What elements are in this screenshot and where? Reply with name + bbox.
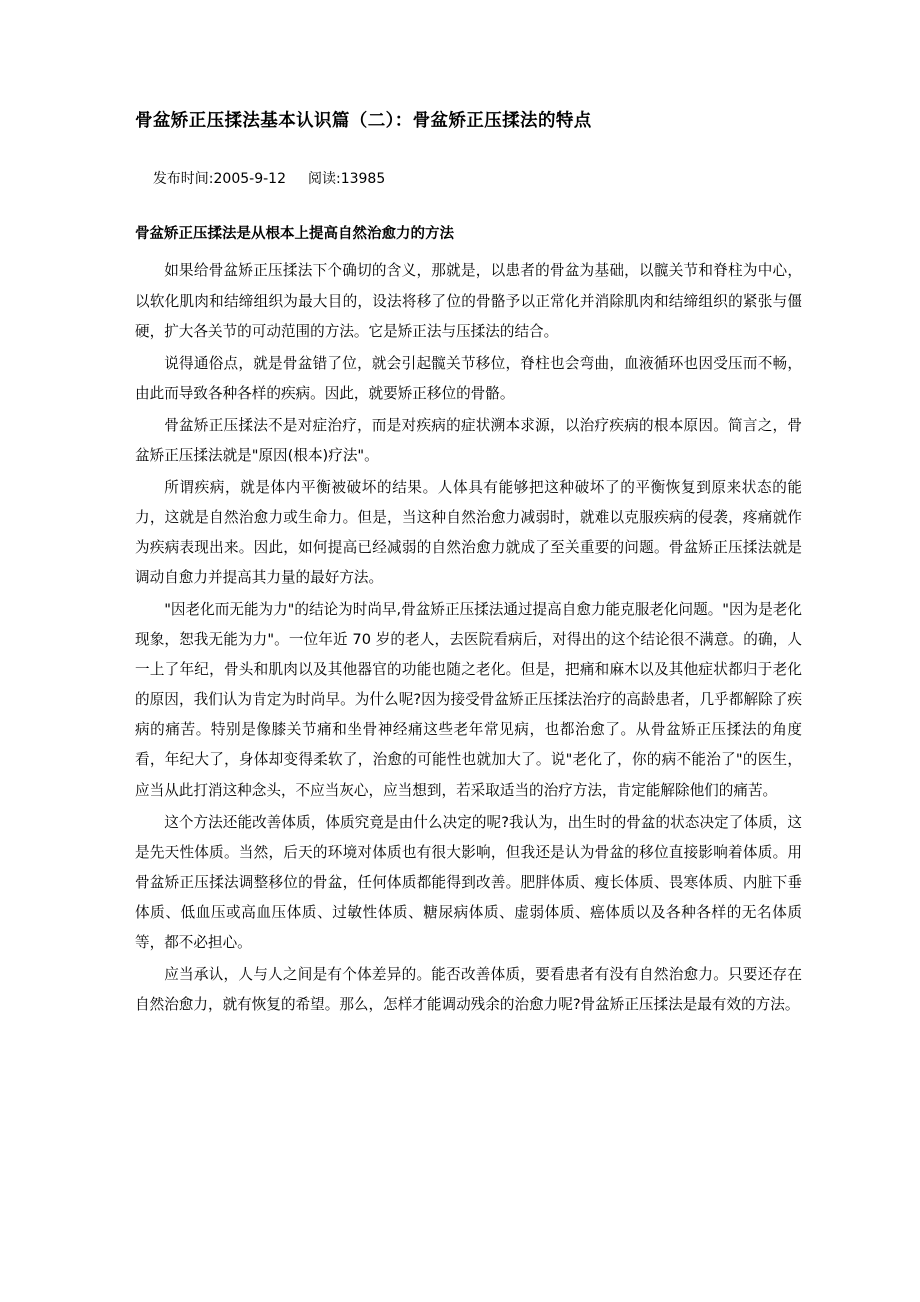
page-title: 骨盆矫正压揉法基本认识篇（二）：骨盆矫正压揉法的特点 <box>135 111 592 131</box>
paragraph-2: 说得通俗点，就是骨盆错了位，就会引起髋关节移位，脊柱也会弯曲，血液循环也因受压而不畅，由此而导致各种各样的疾病。因此，就要矫正移位的骨骼。 <box>135 354 802 402</box>
paragraph-1: 如果给骨盆矫正压揉法下个确切的含义，那就是，以患者的骨盆为基础，以髋关节和脊柱为中心，以软化肌肉和结缔组织为最大目的，设法将移了位的骨骼予以正常化并消除肌肉和结缔组织的紧张与僵硬，扩大各关节的可动范围的方法。它是矫正法与压揉法的结合。 <box>135 262 802 340</box>
view-count: 阅读:13985 <box>307 171 386 188</box>
paragraph-7: 应当承认，人与人之间是有个体差异的。能否改善体质，要看患者有没有自然治愈力。只要还存在自然治愈力，就有恢复的希望。那么，怎样才能调动残余的治愈力呢?骨盆矫正压揉法是最有效的方法。 <box>135 965 802 1013</box>
document-meta <box>135 148 802 211</box>
section-subheading: 骨盆矫正压揉法是从根本上提高自然治愈力的方法 <box>135 226 454 243</box>
publish-date: 发布时间:2005-9-12 <box>152 171 286 188</box>
paragraph-4: 所谓疾病，就是体内平衡被破坏的结果。人体具有能够把这种破坏了的平衡恢复到原来状态的能力，这就是自然治愈力或生命力。但是，当这种自然治愈力减弱时，就难以克服疾病的侵袭，疼痛就作为疾病表现出来。因此，如何提高已经减弱的自然治愈力就成了至关重要的问题。骨盆矫正压揉法就是调动自愈力并提高其力量的最好方法。 <box>135 478 802 587</box>
paragraph-5: "因老化而无能为力"的结论为时尚早,骨盆矫正压揉法通过提高自愈力能克服老化问题。"因为是老化现象，恕我无能为力"。一位年近 70 岁的老人，去医院看病后，对得出的这个结论很不满意。的确，人一上了年纪，骨头和肌肉以及其他器官的功能也随之老化。但是，把痛和麻木以及其他症状都归于老化的原因，我们认为肯定为时尚早。为什么呢?因为接受骨盆矫正压揉法治疗的高龄患者，几乎都解除了疾病的痛苦。特别是像膝关节痛和坐骨神经痛这些老年常见病，也都治愈了。从骨盆矫正压揉法的角度看，年纪大了，身体却变得柔软了，治愈的可能性也就加大了。说"老化了，你的病不能治了"的医生，应当从此打消这种念头，不应当灰心，应当想到，若采取适当的治疗方法，肯定能解除他们的痛苦。 <box>135 601 802 799</box>
paragraph-6: 这个方法还能改善体质，体质究竟是由什么决定的呢?我认为，出生时的骨盆的状态决定了体质，这是先天性体质。当然，后天的环境对体质也有很大影响，但我还是认为骨盆的移位直接影响着体质。用骨盆矫正压揉法调整移位的骨盆，任何体质都能得到改善。肥胖体质、瘦长体质、畏寒体质、内脏下垂体质、低血压或高血压体质、过敏性体质、糖尿病体质、虚弱体质、癌体质以及各种各样的无名体质等，都不必担心。 <box>135 813 802 951</box>
paragraph-3: 骨盆矫正压揉法不是对症治疗，而是对疾病的症状溯本求源，以治疗疾病的根本原因。简言之，骨盆矫正压揉法就是"原因(根本)疗法"。 <box>135 416 802 464</box>
